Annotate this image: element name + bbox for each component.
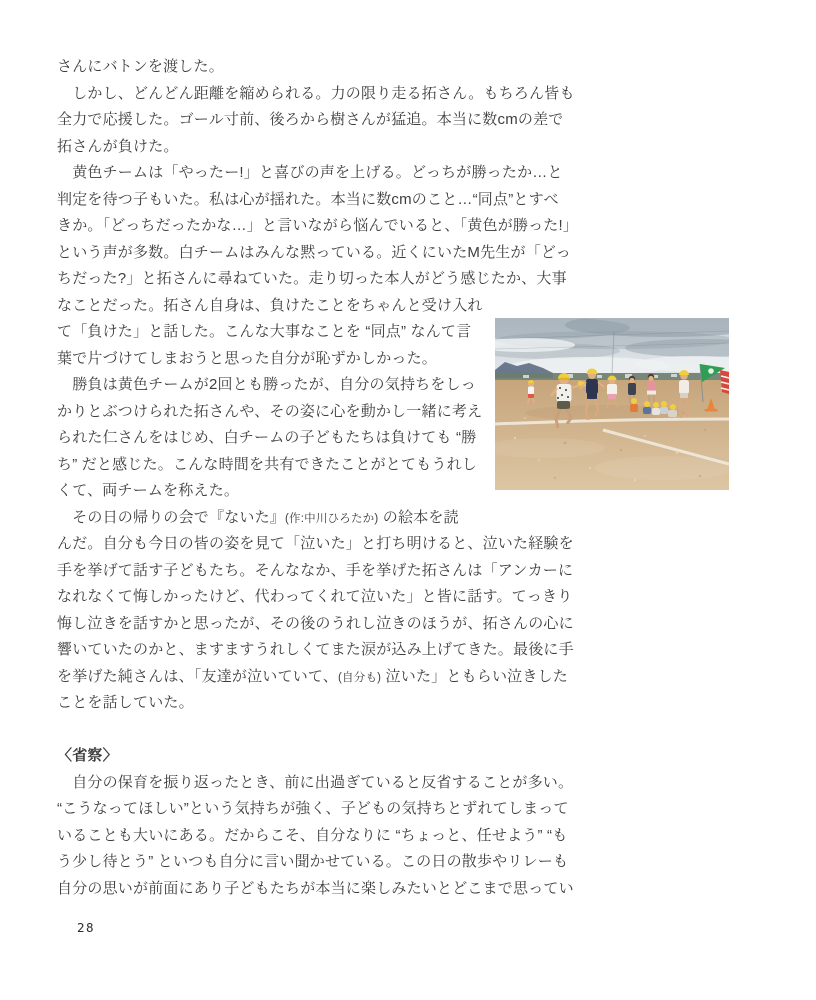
text-line: 自分の保育を振り返ったとき、前に出過ぎていると反省することが多い。: [57, 773, 574, 791]
paragraph-block-2: [57, 770, 762, 903]
text-line: られた仁さんをはじめ、白チームの子どもたちは負けても “勝: [57, 429, 477, 446]
inline-small-text: (作:中川ひろたか): [285, 512, 379, 525]
text-line: かりとぶつけられた拓さんや、その姿に心を動かし一緒に考え: [57, 402, 483, 420]
inline-text: 泣いた」ともらい泣きした: [381, 667, 568, 685]
text-line: 葉で片づけてしまおうと思った自分が恥ずかしかった。: [57, 349, 438, 367]
text-line: “こうなってほしい”という気持ちが強く、子どもの気持ちとずれてしまって: [57, 800, 569, 817]
text-line: さんにバトンを渡した。: [57, 58, 224, 75]
text-line: 全力で応援した。ゴール寸前、後ろから樹さんが猛追。本当に数cmの差で: [57, 111, 564, 128]
section-heading: 〈省察〉: [57, 747, 118, 764]
text-line: 判定を待つ子もいた。私は心が揺れた。本当に数cmのこと…“同点”とすべ: [57, 190, 559, 208]
text-line: なことだった。拓さん自身は、負けたことをちゃんと受け入れ: [57, 296, 483, 314]
text-line: 自分の思いが前面にあり子どもたちが本当に楽しみたいとどこまで思ってい: [57, 879, 574, 897]
text-line: [57, 664, 762, 691]
text-line: きか。「どっちだったかな…」と言いながら悩んでいると、「黄色が勝った!」: [57, 217, 579, 234]
text-line: 手を挙げて話す子どもたち。そんななか、手を挙げた拓さんは「アンカーに: [57, 561, 574, 579]
text-line: ことを話していた。: [57, 694, 194, 711]
sports-day-photo-illustration: [495, 318, 729, 490]
inline-text: を挙げた純さんは、「友達が泣いていて、: [57, 667, 339, 685]
text-line: いることも大いにある。だからこそ、自分なりに “ちょっと、任せよう” “も: [57, 826, 568, 844]
text-line: という声が多数。白チームはみんな黙っている。近くにいたM先生が「どっ: [57, 243, 571, 261]
text-line: 悔し泣きを話すかと思ったが、その後のうれし泣きのほうが、拓さんの心に: [57, 614, 574, 632]
text-line: 黄色チームは「やったー!」と喜びの声を上げる。どっちが勝ったか…と: [57, 164, 563, 181]
text-line: しかし、どんどん距離を縮められる。力の限り走る拓さん。もちろん皆も: [57, 84, 575, 102]
text-line: て「負けた」と話した。こんな大事なことを “同点” なんて言: [57, 323, 472, 340]
text-line: [57, 505, 762, 532]
text-line: ちだった?」と拓さんに尋ねていた。走り切った本人がどう感じたか、大事: [57, 270, 567, 287]
inline-small-text: (自分も): [338, 671, 382, 684]
blank-line: [57, 717, 762, 744]
text-line: ち” だと感じた。こんな時間を共有できたことがとてもうれし: [57, 455, 477, 473]
inline-text: その日の帰りの会で『ないた』: [57, 508, 286, 526]
text-line: んだ。自分も今日の皆の姿を見て「泣いた」と打ち明けると、泣いた経験を: [57, 535, 574, 552]
text-line: 勝負は黄色チームが2回とも勝ったが、自分の気持ちをしっ: [57, 376, 476, 393]
text-line: くて、両チームを称えた。: [57, 482, 240, 499]
text-line: 響いていたのかと、ますますうれしくてまた涙が込み上げてきた。最後に手: [57, 641, 574, 658]
sports-day-photo: [495, 318, 729, 490]
text-line: なれなくて悔しかったけど、代わってくれて泣いた」と皆に話す。てっきり: [57, 588, 573, 605]
inline-text: の絵本を読: [378, 508, 459, 526]
text-line: う少し待とう” といつも自分に言い聞かせている。この日の散歩やリレーも: [57, 853, 569, 870]
text-line: 拓さんが負けた。: [57, 137, 179, 155]
page-number: 28: [77, 920, 96, 935]
